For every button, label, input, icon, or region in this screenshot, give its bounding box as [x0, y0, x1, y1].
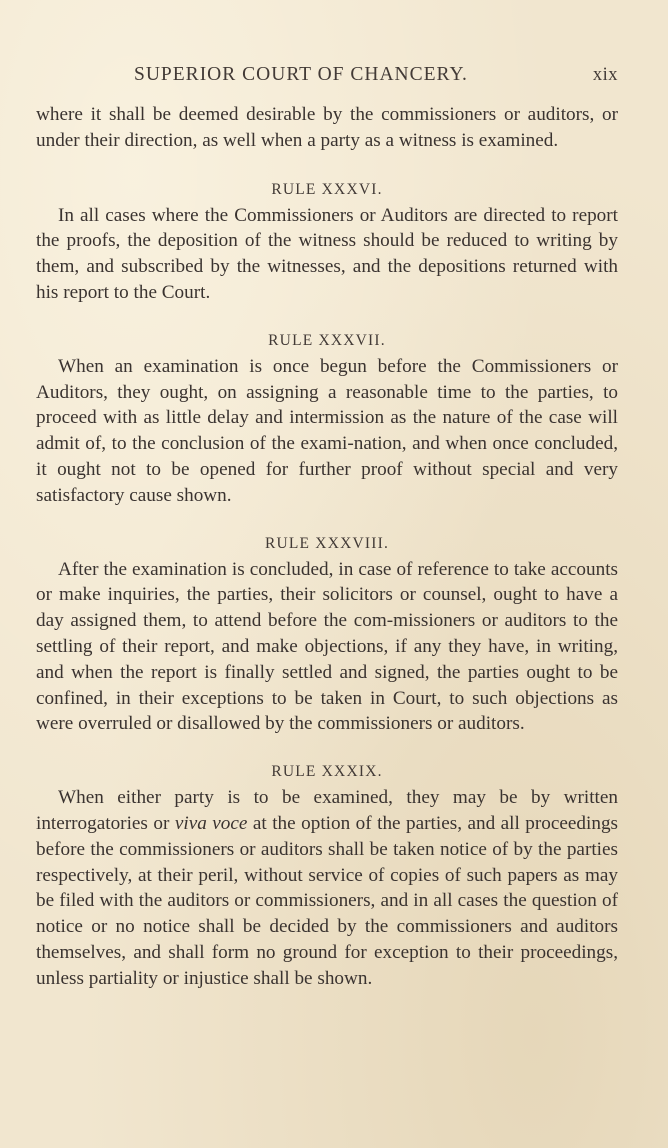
- rule-text: [36, 785, 618, 991]
- rule-heading: RULE XXXVIII.: [264, 534, 390, 552]
- rule-xxxvi-section: [36, 181, 618, 306]
- running-head: [36, 58, 618, 90]
- opening-paragraph: where it shall be deemed desirable by the commissioners or auditors, or under their direction, as well when a party as a witness is examined.: [36, 104, 618, 151]
- rule-text: After the examination is concluded, in case of reference to take accounts or make inquiries, the parties, their solicitors or counsel, ought to have a day assigned them, to attend before the com-missioners or auditors to the settling of their report, and make objections, if any they have, in writing, and when the report is finally settled and signed, the parties ought to be confined, in their exceptions to be taken in Court, to such objections as were overruled or disallowed by the commissioners or auditors.: [36, 558, 618, 735]
- rule-xxxix-section: [36, 763, 618, 991]
- rule-xxxviii-section: [36, 535, 618, 738]
- rule-xxxvii-section: [36, 332, 618, 509]
- rule-text: In all cases where the Commissioners or Auditors are directed to report the proofs, the deposition of the witness should be reduced to writing by them, and subscribed by the witnesses, and the depositions returned with his report to the Court.: [36, 204, 618, 303]
- rule-text: When an examination is once begun before the Commissioners or Auditors, they ought, on assigning a reasonable time to the parties, to proceed with as little delay and intermission as the nature of the case will admit of, to the conclusion of the exami-nation, and when once concluded, it ought not to be opened for further proof without special and very satisfactory cause shown.: [36, 355, 618, 506]
- page-number: xix: [592, 65, 618, 85]
- rule-text-part: at the option of the parties, and all proceedings before the commissioners or auditors shall be taken notice of by the parties respectively, at their peril, without service of copies of such papers as may be filed with the auditors or commissioners, and in all cases the question of notice or no notice shall be decided by the commissioners and auditors themselves, and shall form no ground for exception to their proceedings, unless partiality or injustice shall be shown.: [36, 812, 619, 989]
- running-title: SUPERIOR COURT OF CHANCERY.: [134, 64, 468, 85]
- rule-heading: RULE XXXIX.: [271, 763, 383, 781]
- italic-phrase: viva voce: [174, 812, 248, 834]
- rule-heading: RULE XXXVI.: [271, 180, 383, 198]
- rule-text-part: When either party is to be examined, they may be by written interrogatories or: [36, 787, 618, 834]
- rule-heading: RULE XXXVII.: [268, 331, 386, 349]
- book-page: [36, 58, 618, 992]
